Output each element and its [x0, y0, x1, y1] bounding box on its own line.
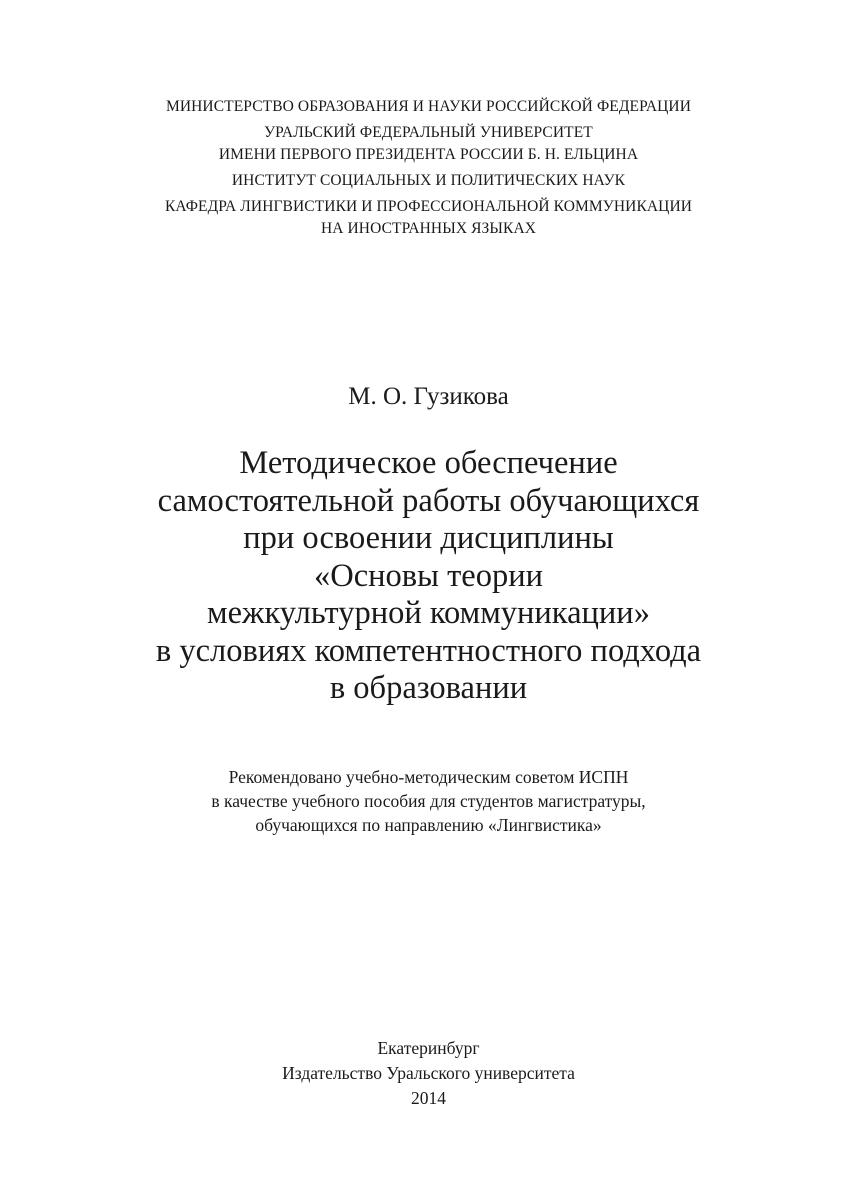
- institution-header: [0, 96, 857, 240]
- title-line: в образовании: [329, 670, 528, 706]
- title-line: межкультурной коммуникации»: [207, 595, 650, 631]
- publication-imprint: [0, 1036, 857, 1111]
- ministry-name: МИНИСТЕРСТВО ОБРАЗОВАНИЯ И НАУКИ РОССИЙСКОЙ ФЕДЕРАЦИИ: [165, 98, 692, 115]
- title-line: Методическое обеспечение: [239, 445, 618, 481]
- recommendation-line: обучающихся по направлению «Лингвистика»: [255, 815, 602, 835]
- imprint-year: 2014: [411, 1088, 446, 1108]
- department-name-line-2: НА ИНОСТРАННЫХ ЯЗЫКАХ: [320, 220, 537, 237]
- book-title: [0, 445, 857, 708]
- title-line: «Основы теории: [313, 557, 543, 594]
- title-line: самостоятельной работы обучающихся: [157, 482, 700, 519]
- recommendation-line: в качестве учебного пособия для студентов магистратуры,: [211, 791, 646, 811]
- imprint-city: Екатеринбург: [377, 1038, 480, 1058]
- recommendation-note: [0, 765, 857, 837]
- department-name-line-1: КАФЕДРА ЛИНГВИСТИКИ И ПРОФЕССИОНАЛЬНОЙ КОММУНИКАЦИИ: [164, 198, 693, 215]
- institute-name: ИНСТИТУТ СОЦИАЛЬНЫХ И ПОЛИТИЧЕСКИХ НАУК: [231, 172, 626, 189]
- recommendation-line: Рекомендовано учебно-методическим советом ИСПН: [228, 767, 629, 787]
- title-line: в условиях компетентностного подхода: [155, 632, 702, 669]
- title-line: при освоении дисциплины: [243, 520, 614, 556]
- university-name-line-2: ИМЕНИ ПЕРВОГО ПРЕЗИДЕНТА РОССИИ Б. Н. ЕЛЬЦИНА: [218, 146, 639, 163]
- author-name: М. О. Гузикова: [348, 383, 509, 410]
- imprint-publisher: Издательство Уральского университета: [282, 1063, 575, 1083]
- university-name-line-1: УРАЛЬСКИЙ ФЕДЕРАЛЬНЫЙ УНИВЕРСИТЕТ: [264, 124, 593, 141]
